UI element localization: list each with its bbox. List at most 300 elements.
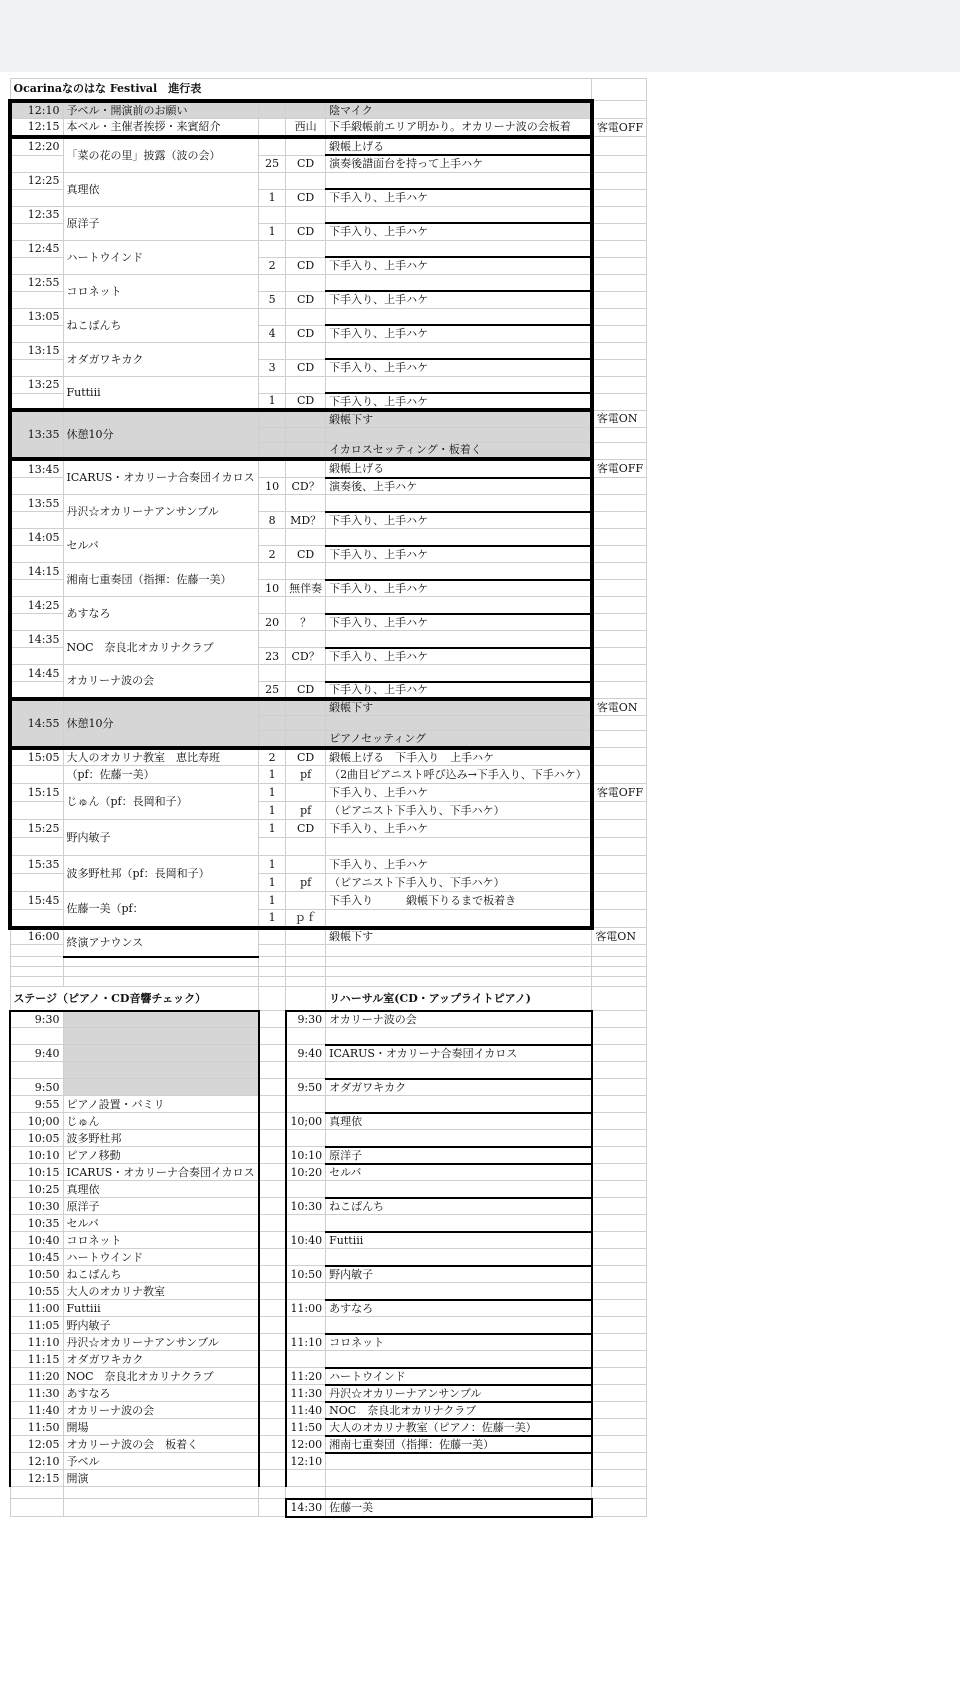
stage-item-cell[interactable]: Futtiii	[63, 1300, 259, 1317]
performer-cell[interactable]: 野内敏子	[63, 820, 259, 856]
performer-cell[interactable]: NOC 奈良北オカリナクラブ	[63, 631, 259, 665]
media-cell[interactable]	[286, 838, 326, 856]
cell[interactable]	[259, 1300, 286, 1317]
cell[interactable]	[63, 957, 259, 967]
cell[interactable]	[326, 1096, 592, 1113]
time-cell[interactable]: 12:55	[10, 274, 63, 291]
light-cell[interactable]	[592, 597, 647, 614]
cell[interactable]	[286, 665, 326, 682]
count-cell[interactable]: 1	[259, 910, 286, 928]
note-cell[interactable]: 下手入り 緞帳下りるまで板着き	[326, 892, 592, 910]
cell[interactable]	[592, 1130, 647, 1147]
time-cell[interactable]: 15:45	[10, 892, 63, 910]
count-cell[interactable]: 1	[259, 820, 286, 838]
note-cell[interactable]: 演奏後、上手ハケ	[326, 478, 592, 495]
performer-cell[interactable]: 佐藤一美（pf：	[63, 892, 259, 928]
cell[interactable]	[286, 376, 326, 393]
cell[interactable]	[592, 648, 647, 665]
cell[interactable]	[259, 410, 286, 427]
count-cell[interactable]: 2	[259, 748, 286, 766]
note-cell[interactable]	[326, 631, 592, 648]
time-cell[interactable]: 15:15	[10, 784, 63, 802]
time-cell[interactable]: 12:35	[10, 206, 63, 223]
light-cell[interactable]	[592, 856, 647, 874]
performer-cell[interactable]: 予ベル・開演前のお願い	[63, 101, 259, 119]
media-cell[interactable]	[286, 101, 326, 119]
cell[interactable]	[592, 802, 647, 820]
note-cell[interactable]	[326, 910, 592, 928]
cell[interactable]	[326, 1317, 592, 1334]
performer-cell[interactable]: 波多野杜邦（pf：長岡和子）	[63, 856, 259, 892]
cell[interactable]	[592, 977, 647, 987]
cell[interactable]	[10, 546, 63, 563]
cell[interactable]	[592, 1317, 647, 1334]
cell[interactable]	[592, 1147, 647, 1164]
cell[interactable]	[286, 1181, 326, 1198]
stage-time-cell[interactable]: 11:40	[10, 1402, 63, 1419]
cell[interactable]	[259, 1402, 286, 1419]
time-cell[interactable]: 13:15	[10, 342, 63, 359]
cell[interactable]	[326, 1062, 592, 1079]
stage-item-cell[interactable]	[63, 1079, 259, 1096]
cell[interactable]	[286, 1062, 326, 1079]
cell[interactable]	[592, 478, 647, 495]
cell[interactable]	[592, 1266, 647, 1283]
cell[interactable]	[592, 1164, 647, 1181]
count-cell[interactable]: 3	[259, 359, 286, 376]
rehearsal-time-cell[interactable]: 11:10	[286, 1334, 326, 1351]
note-cell[interactable]: 緞帳上げる	[326, 459, 592, 478]
rehearsal-time-cell[interactable]: 10:30	[286, 1198, 326, 1215]
note-cell[interactable]	[326, 495, 592, 512]
media-cell[interactable]: CD	[286, 155, 326, 172]
cell[interactable]	[259, 1011, 286, 1028]
stage-time-cell[interactable]: 11:20	[10, 1368, 63, 1385]
cell[interactable]	[592, 512, 647, 529]
cell[interactable]	[592, 1096, 647, 1113]
note-cell[interactable]: 下手入り、上手ハケ	[326, 580, 592, 597]
rehearsal-item-cell[interactable]: オダガワキカク	[326, 1079, 592, 1096]
cell[interactable]	[259, 1045, 286, 1062]
light-cell[interactable]: 客電ON	[592, 928, 647, 945]
media-cell[interactable]: ｐｆ	[286, 910, 326, 928]
cell[interactable]	[286, 410, 326, 427]
rehearsal-time-cell[interactable]: 10:20	[286, 1164, 326, 1181]
time-cell[interactable]: 14:15	[10, 563, 63, 580]
cell[interactable]	[592, 155, 647, 172]
time-cell[interactable]: 12:15	[10, 119, 63, 137]
cell[interactable]	[286, 957, 326, 967]
light-cell[interactable]	[592, 172, 647, 189]
media-cell[interactable]: CD	[286, 820, 326, 838]
stage-time-cell[interactable]: 10:50	[10, 1266, 63, 1283]
performer-cell[interactable]: 原洋子	[63, 206, 259, 240]
cell[interactable]	[286, 308, 326, 325]
stage-header[interactable]: ステージ（ピアノ・CD音響チェック）	[10, 987, 259, 1011]
light-cell[interactable]	[592, 376, 647, 393]
cell[interactable]	[592, 1011, 647, 1028]
cell[interactable]	[259, 1181, 286, 1198]
stage-item-cell[interactable]: 丹沢☆オカリーナアンサンブル	[63, 1334, 259, 1351]
cell[interactable]	[286, 459, 326, 478]
note-cell[interactable]: 下手入り、上手ハケ	[326, 325, 592, 342]
cell[interactable]	[286, 928, 326, 945]
cell[interactable]	[10, 1499, 63, 1517]
note-cell[interactable]	[326, 563, 592, 580]
performer-cell[interactable]: じゅん（pf：長岡和子）	[63, 784, 259, 820]
note-cell[interactable]: 下手入り、上手ハケ	[326, 257, 592, 274]
count-cell[interactable]: 1	[259, 766, 286, 784]
note-cell[interactable]	[326, 274, 592, 291]
media-cell[interactable]: CD	[286, 325, 326, 342]
performer-cell[interactable]: 本ベル・主催者挨拶・来賓紹介	[63, 119, 259, 137]
rehearsal-item-cell[interactable]: あすなろ	[326, 1300, 592, 1317]
rehearsal-time-cell[interactable]: 10:50	[286, 1266, 326, 1283]
cell[interactable]	[286, 945, 326, 957]
cell[interactable]	[259, 459, 286, 478]
stage-item-cell[interactable]: 野内敏子	[63, 1317, 259, 1334]
cell[interactable]	[259, 928, 286, 945]
note-cell[interactable]: 緞帳下す	[326, 928, 592, 945]
cell[interactable]	[286, 1351, 326, 1368]
cell[interactable]	[286, 977, 326, 987]
cell[interactable]	[259, 1266, 286, 1283]
cell[interactable]	[326, 957, 592, 967]
rehearsal-item-cell[interactable]: 湘南七重奏団（指揮：佐藤一美）	[326, 1436, 592, 1453]
stage-time-cell[interactable]: 10:30	[10, 1198, 63, 1215]
time-cell[interactable]: 15:35	[10, 856, 63, 874]
note-cell[interactable]: 下手緞帳前エリア明かり。オカリーナ波の会板着	[326, 119, 592, 137]
rehearsal-time-cell[interactable]: 11:40	[286, 1402, 326, 1419]
note-cell[interactable]: 陰マイク	[326, 101, 592, 119]
stage-item-cell[interactable]: 真理依	[63, 1181, 259, 1198]
stage-time-cell[interactable]: 10:35	[10, 1215, 63, 1232]
time-cell[interactable]: 13:45	[10, 459, 63, 478]
count-cell[interactable]: 23	[259, 648, 286, 665]
cell[interactable]	[592, 546, 647, 563]
time-cell[interactable]: 12:10	[10, 101, 63, 119]
count-cell[interactable]: 4	[259, 325, 286, 342]
cell[interactable]	[259, 563, 286, 580]
cell[interactable]	[592, 731, 647, 748]
rehearsal-time-cell[interactable]: 10:10	[286, 1147, 326, 1164]
note-cell[interactable]: 下手入り、上手ハケ	[326, 614, 592, 631]
cell[interactable]	[259, 1470, 286, 1487]
count-cell[interactable]: 1	[259, 856, 286, 874]
cell[interactable]	[259, 1147, 286, 1164]
count-cell[interactable]	[259, 101, 286, 119]
rehearsal-time-cell[interactable]: 10;00	[286, 1113, 326, 1130]
cell[interactable]	[286, 427, 326, 442]
cell[interactable]	[63, 1487, 259, 1499]
cell[interactable]	[592, 1062, 647, 1079]
performer-cell[interactable]: 湘南七重奏団（指揮：佐藤一美）	[63, 563, 259, 597]
note-cell[interactable]: （2曲目ピアニスト呼び込み→下手入り、下手ハケ）	[326, 766, 592, 784]
performer-cell[interactable]: ねこぱんち	[63, 308, 259, 342]
cell[interactable]	[259, 1368, 286, 1385]
cell[interactable]	[592, 189, 647, 206]
media-cell[interactable]: 無伴奏	[286, 580, 326, 597]
cell[interactable]	[10, 874, 63, 892]
rehearsal-time-cell[interactable]: 9:30	[286, 1011, 326, 1028]
note-cell[interactable]: 下手入り、上手ハケ	[326, 820, 592, 838]
cell[interactable]	[592, 1181, 647, 1198]
time-cell[interactable]: 13:35	[10, 410, 63, 459]
media-cell[interactable]: pf	[286, 802, 326, 820]
cell[interactable]	[10, 291, 63, 308]
time-cell[interactable]: 12:45	[10, 240, 63, 257]
stage-time-cell[interactable]	[10, 1062, 63, 1079]
cell[interactable]	[286, 1028, 326, 1045]
cell[interactable]	[286, 987, 326, 1011]
media-cell[interactable]: 西山	[286, 119, 326, 137]
media-cell[interactable]: pf	[286, 766, 326, 784]
stage-item-cell[interactable]: 原洋子	[63, 1198, 259, 1215]
media-cell[interactable]: ？	[286, 614, 326, 631]
cell[interactable]	[286, 137, 326, 156]
light-cell[interactable]	[592, 206, 647, 223]
cell[interactable]	[259, 1283, 286, 1300]
stage-time-cell[interactable]: 9:55	[10, 1096, 63, 1113]
stage-item-cell[interactable]: ピアノ設置・バミリ	[63, 1096, 259, 1113]
cell[interactable]	[286, 1249, 326, 1266]
cell[interactable]	[592, 291, 647, 308]
cell[interactable]	[326, 1130, 592, 1147]
cell[interactable]	[286, 495, 326, 512]
stage-time-cell[interactable]: 9:50	[10, 1079, 63, 1096]
light-cell[interactable]	[592, 274, 647, 291]
cell[interactable]	[592, 1436, 647, 1453]
cell[interactable]	[592, 987, 647, 1011]
break-name[interactable]: 休憩10分	[63, 410, 259, 459]
cell[interactable]	[592, 716, 647, 731]
performer-cell[interactable]: オダガワキカク	[63, 342, 259, 376]
cell[interactable]	[259, 1130, 286, 1147]
cell[interactable]	[259, 342, 286, 359]
stage-time-cell[interactable]: 10:10	[10, 1147, 63, 1164]
cell[interactable]	[259, 699, 286, 716]
cell[interactable]	[326, 1470, 592, 1487]
rehearsal-item-cell[interactable]	[326, 1453, 592, 1470]
cell[interactable]	[259, 427, 286, 442]
count-cell[interactable]: 1	[259, 874, 286, 892]
rehearsal-item-cell[interactable]: ハートウインド	[326, 1368, 592, 1385]
time-cell[interactable]: 12:20	[10, 137, 63, 156]
rehearsal-header[interactable]: リハーサル室(CD・アップライトピアノ)	[326, 987, 592, 1011]
rehearsal-item-cell[interactable]: オカリーナ波の会	[326, 1011, 592, 1028]
cell[interactable]	[63, 967, 259, 977]
cell[interactable]	[326, 716, 592, 731]
cell[interactable]	[259, 1385, 286, 1402]
note-cell[interactable]	[326, 308, 592, 325]
time-cell[interactable]: 14:45	[10, 665, 63, 682]
cell[interactable]	[326, 967, 592, 977]
stage-time-cell[interactable]: 9:40	[10, 1045, 63, 1062]
cell[interactable]	[10, 580, 63, 597]
cell[interactable]	[10, 393, 63, 410]
cell[interactable]	[592, 1079, 647, 1096]
cell[interactable]	[259, 597, 286, 614]
light-cell[interactable]	[592, 563, 647, 580]
count-cell[interactable]: 20	[259, 614, 286, 631]
stage-item-cell[interactable]: 波多野杜邦	[63, 1130, 259, 1147]
cell[interactable]	[592, 682, 647, 699]
count-cell[interactable]: 10	[259, 580, 286, 597]
stage-item-cell[interactable]: ハートウインド	[63, 1249, 259, 1266]
count-cell[interactable]: 1	[259, 802, 286, 820]
cell[interactable]	[259, 495, 286, 512]
note-cell[interactable]	[326, 665, 592, 682]
cell[interactable]	[259, 529, 286, 546]
cell[interactable]	[286, 699, 326, 716]
cell[interactable]	[286, 1470, 326, 1487]
performer-cell-2[interactable]: （pf：佐藤一美）	[63, 766, 259, 784]
media-cell[interactable]: CD？	[286, 478, 326, 495]
note-cell[interactable]: 下手入り、上手ハケ	[326, 291, 592, 308]
stage-item-cell[interactable]: ピアノ移動	[63, 1147, 259, 1164]
media-cell[interactable]	[286, 784, 326, 802]
cell[interactable]	[63, 1499, 259, 1517]
stage-time-cell[interactable]: 11:10	[10, 1334, 63, 1351]
count-cell[interactable]: 5	[259, 291, 286, 308]
media-cell[interactable]: CD	[286, 257, 326, 274]
cell[interactable]	[286, 1130, 326, 1147]
cell[interactable]	[259, 274, 286, 291]
note-cell[interactable]: 緞帳上げる 下手入り 上手ハケ	[326, 748, 592, 766]
note-cell[interactable]	[326, 342, 592, 359]
cell[interactable]	[10, 682, 63, 699]
light-cell[interactable]	[592, 308, 647, 325]
cell[interactable]	[259, 1419, 286, 1436]
cell[interactable]	[592, 393, 647, 410]
cell[interactable]	[326, 1487, 592, 1499]
media-cell[interactable]: CD	[286, 359, 326, 376]
count-cell[interactable]: 2	[259, 257, 286, 274]
rehearsal-time-cell[interactable]: 9:40	[286, 1045, 326, 1062]
rehearsal-item-cell[interactable]: 野内敏子	[326, 1266, 592, 1283]
performer-cell[interactable]: ハートウインド	[63, 240, 259, 274]
cell[interactable]	[259, 1215, 286, 1232]
stage-time-cell[interactable]	[10, 1028, 63, 1045]
cell[interactable]	[10, 957, 63, 967]
cell[interactable]	[10, 802, 63, 820]
cell[interactable]	[10, 945, 63, 957]
cell[interactable]	[259, 1436, 286, 1453]
cell[interactable]	[259, 1062, 286, 1079]
cell[interactable]	[10, 512, 63, 529]
stage-item-cell[interactable]: オカリーナ波の会	[63, 1402, 259, 1419]
note-cell[interactable]: （ピアニスト下手入り、下手ハケ）	[326, 874, 592, 892]
cell[interactable]	[592, 257, 647, 274]
cell[interactable]	[259, 442, 286, 459]
cell[interactable]	[592, 766, 647, 784]
cell[interactable]	[326, 1283, 592, 1300]
cell[interactable]	[10, 766, 63, 784]
cell[interactable]	[10, 648, 63, 665]
cell[interactable]	[286, 716, 326, 731]
stage-item-cell[interactable]: ICARUS・オカリーナ合奏団イカロス	[63, 1164, 259, 1181]
rehearsal-item-cell[interactable]: ねこぱんち	[326, 1198, 592, 1215]
cell[interactable]	[592, 1470, 647, 1487]
rehearsal-time-cell[interactable]: 9:50	[286, 1079, 326, 1096]
stage-item-cell[interactable]	[63, 1028, 259, 1045]
cell[interactable]	[259, 716, 286, 731]
rehearsal-time-cell[interactable]: 11:50	[286, 1419, 326, 1436]
media-cell[interactable]: CD	[286, 682, 326, 699]
cell[interactable]	[259, 376, 286, 393]
time-cell[interactable]: 14:35	[10, 631, 63, 648]
count-cell[interactable]: 1	[259, 892, 286, 910]
rehearsal-time-cell[interactable]: 11:20	[286, 1368, 326, 1385]
media-cell[interactable]: CD？	[286, 648, 326, 665]
stage-time-cell[interactable]: 10:05	[10, 1130, 63, 1147]
note-cell[interactable]	[326, 376, 592, 393]
cell[interactable]	[259, 665, 286, 682]
time-cell[interactable]: 13:05	[10, 308, 63, 325]
stage-time-cell[interactable]: 10:15	[10, 1164, 63, 1181]
cell[interactable]	[286, 274, 326, 291]
cell[interactable]	[592, 223, 647, 240]
stage-item-cell[interactable]: セルバ	[63, 1215, 259, 1232]
cell[interactable]	[592, 1300, 647, 1317]
media-cell[interactable]: CD	[286, 748, 326, 766]
stage-time-cell[interactable]: 11:50	[10, 1419, 63, 1436]
cell[interactable]	[592, 945, 647, 957]
note-cell[interactable]	[326, 240, 592, 257]
cell[interactable]	[592, 580, 647, 597]
rehearsal-item-cell[interactable]: 大人のオカリナ教室（ピアノ：佐藤一美）	[326, 1419, 592, 1436]
cell[interactable]	[592, 1499, 647, 1517]
break-name[interactable]: 休憩10分	[63, 699, 259, 748]
stage-item-cell[interactable]: 予ベル	[63, 1453, 259, 1470]
note-cell[interactable]	[326, 206, 592, 223]
cell[interactable]	[10, 1487, 63, 1499]
cell[interactable]	[592, 1351, 647, 1368]
performer-cell[interactable]: オカリーナ波の会	[63, 665, 259, 699]
media-cell[interactable]	[286, 856, 326, 874]
cell[interactable]	[286, 1096, 326, 1113]
performer-cell[interactable]: 真理依	[63, 172, 259, 206]
cell[interactable]	[592, 359, 647, 376]
note-cell[interactable]: 下手入り、上手ハケ	[326, 856, 592, 874]
performer-cell[interactable]: ICARUS・オカリーナ合奏団イカロス	[63, 459, 259, 495]
cell[interactable]	[592, 1028, 647, 1045]
stage-item-cell[interactable]: オダガワキカク	[63, 1351, 259, 1368]
rehearsal-time-cell[interactable]: 12:00	[286, 1436, 326, 1453]
cell[interactable]	[10, 359, 63, 376]
performer-cell[interactable]: 「菜の花の里」披露（波の会）	[63, 137, 259, 173]
cell[interactable]	[259, 1334, 286, 1351]
stage-time-cell[interactable]: 11:05	[10, 1317, 63, 1334]
note-cell[interactable]: 下手入り、上手ハケ	[326, 512, 592, 529]
media-cell[interactable]: CD	[286, 393, 326, 410]
media-cell[interactable]: CD	[286, 189, 326, 206]
time-cell[interactable]: 13:55	[10, 495, 63, 512]
stage-item-cell[interactable]	[63, 1011, 259, 1028]
note-cell[interactable]: 下手入り、上手ハケ	[326, 682, 592, 699]
rehearsal-item-cell[interactable]: NOC 奈良北オカリナクラブ	[326, 1402, 592, 1419]
note-cell[interactable]: 下手入り、上手ハケ	[326, 189, 592, 206]
light-cell[interactable]	[592, 495, 647, 512]
cell[interactable]	[10, 257, 63, 274]
time-cell[interactable]: 13:25	[10, 376, 63, 393]
note2-cell[interactable]: イカロスセッティング・板着く	[326, 442, 592, 459]
note-cell[interactable]: 下手入り、上手ハケ	[326, 648, 592, 665]
cell[interactable]	[592, 910, 647, 928]
cell[interactable]	[286, 1215, 326, 1232]
media-cell[interactable]: MD？	[286, 512, 326, 529]
performer-cell[interactable]: セルバ	[63, 529, 259, 563]
